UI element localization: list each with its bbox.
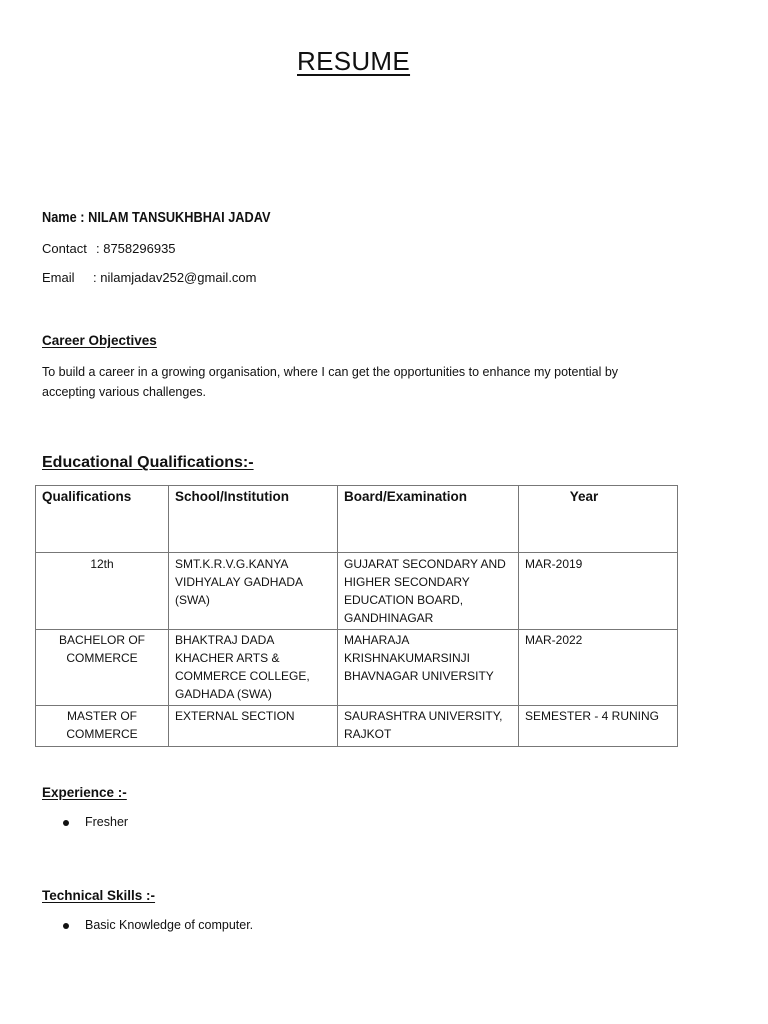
table-row bbox=[36, 553, 678, 630]
resume-title: RESUME bbox=[297, 46, 411, 76]
education-heading: Educational Qualifications:- bbox=[42, 454, 254, 471]
email-value: : nilamjadav252@gmail.com bbox=[93, 270, 257, 285]
qualification-cell: BACHELOR OF COMMERCE bbox=[36, 630, 169, 706]
bullet-icon bbox=[63, 820, 69, 826]
name-row bbox=[42, 210, 271, 226]
contact-label: Contact bbox=[42, 241, 87, 256]
career-objectives-heading: Career Objectives bbox=[42, 333, 157, 348]
institution-cell: BHAKTRAJ DADA KHACHER ARTS & COMMERCE COLLEGE, GADHADA (SWA) bbox=[169, 630, 338, 706]
skills-list bbox=[42, 918, 253, 932]
email-row bbox=[42, 270, 257, 285]
board-cell: GUJARAT SECONDARY AND HIGHER SECONDARY EDUCATION BOARD, GANDHINAGAR bbox=[338, 553, 519, 630]
table-row bbox=[36, 706, 678, 747]
board-cell: SAURASHTRA UNIVERSITY, RAJKOT bbox=[338, 706, 519, 747]
list-item bbox=[42, 918, 253, 932]
career-objective-text: To build a career in a growing organisation, where I can get the opportunities to enhance my potential by accepting various challenges. bbox=[42, 365, 619, 399]
qualification-cell: 12th bbox=[36, 553, 169, 630]
year-cell: MAR-2022 bbox=[519, 630, 678, 706]
institution-cell: EXTERNAL SECTION bbox=[169, 706, 338, 747]
name-label: Name : bbox=[42, 210, 85, 226]
technical-skills-heading: Technical Skills :- bbox=[42, 888, 156, 903]
qualification-cell: MASTER OF COMMERCE bbox=[36, 706, 169, 747]
year-cell: MAR-2019 bbox=[519, 553, 678, 630]
institution-cell: SMT.K.R.V.G.KANYA VIDHYALAY GADHADA (SWA) bbox=[169, 553, 338, 630]
header-board: Board/Examination bbox=[338, 486, 519, 553]
experience-list bbox=[42, 815, 128, 829]
header-year: Year bbox=[519, 486, 678, 553]
year-cell: SEMESTER - 4 RUNING bbox=[519, 706, 678, 747]
board-cell: MAHARAJA KRISHNAKUMARSINJI BHAVNAGAR UNIVERSITY bbox=[338, 630, 519, 706]
skill-item-text: Basic Knowledge of computer. bbox=[85, 918, 254, 932]
education-table bbox=[35, 485, 678, 747]
header-school: School/Institution bbox=[169, 486, 338, 553]
list-item bbox=[42, 815, 128, 829]
email-label: Email bbox=[42, 270, 75, 285]
contact-value: : 8758296935 bbox=[96, 241, 176, 256]
contact-row bbox=[42, 241, 176, 256]
table-row bbox=[36, 630, 678, 706]
name-value: NILAM TANSUKHBHAI JADAV bbox=[88, 210, 271, 226]
experience-heading: Experience :- bbox=[42, 785, 127, 800]
table-header-row bbox=[36, 486, 678, 553]
header-qualifications: Qualifications bbox=[36, 486, 169, 553]
experience-item-text: Fresher bbox=[85, 815, 129, 829]
bullet-icon bbox=[63, 923, 69, 929]
